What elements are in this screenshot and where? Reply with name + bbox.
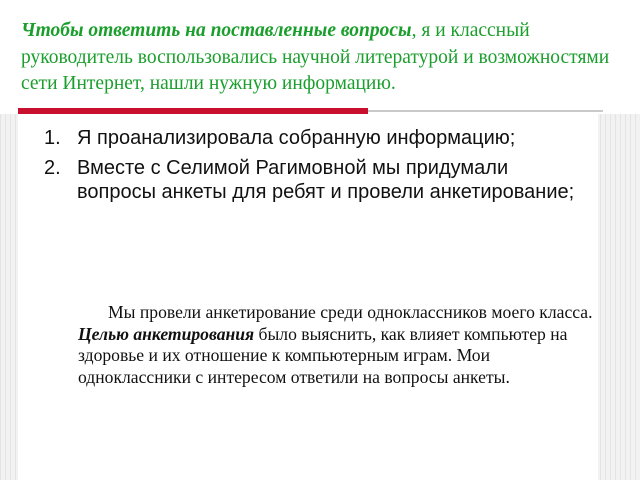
paragraph-text-start: Мы провели анкетирование среди одноклассников моего класса. (108, 302, 593, 322)
paragraph-emphasis: Целью анкетирования (78, 323, 255, 344)
survey-paragraph (78, 302, 593, 388)
list-item-text: Я проанализировала собранную информацию; (77, 127, 516, 149)
list-item-number: 1. (44, 127, 61, 149)
numbered-list (44, 126, 584, 210)
list-item-number: 2. (44, 157, 61, 179)
slide-title-rest: , я и классный руководитель воспользовались научной литературой и возможностями сети Интернет, нашли нужную информацию. (21, 20, 610, 94)
list-item (44, 126, 584, 150)
slide-title (21, 18, 621, 98)
slide-title-lead: Чтобы ответить на поставленные вопросы (21, 20, 412, 41)
list-item-text: Вместе с Селимой Рагимовной мы придумали вопросы анкеты для ребят и провели анкетирование; (77, 157, 575, 203)
list-item (44, 156, 584, 204)
paragraph-text-end: было выяснить, как влияет компьютер на здоровье и их отношение к компьютерным играм. Мои одноклассники с интересом ответили на вопросы анкеты. (78, 323, 568, 387)
